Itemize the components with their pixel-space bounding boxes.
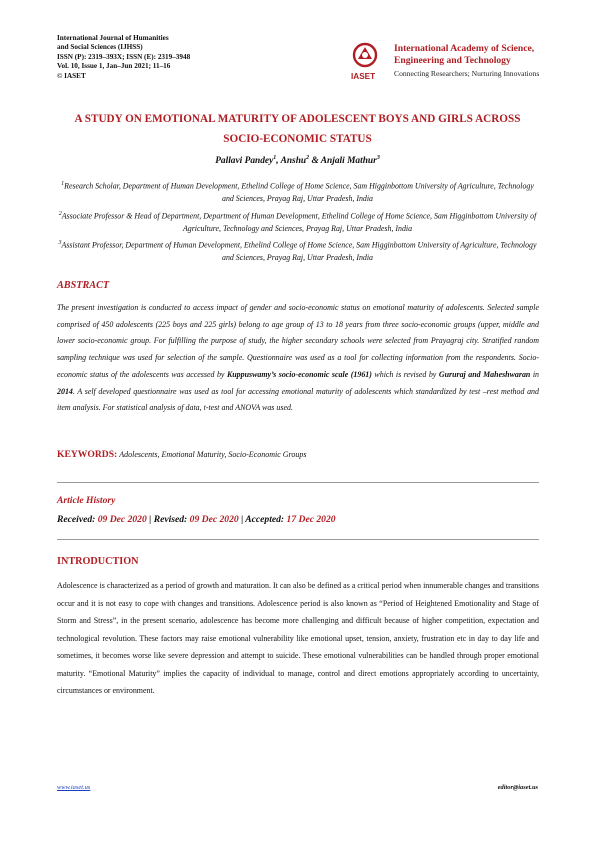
- journal-name-line1: International Journal of Humanities: [57, 34, 169, 42]
- abstract-text: . A self developed questionnaire was used as tool for accessing emotional maturity of adolescents which standardized by test –rest method and item analysis. For statistical analysis of data, t-test and ANOVA was used.: [57, 386, 539, 413]
- logo-wordmark: IASET: [351, 72, 376, 81]
- revised-label: | Revised:: [146, 514, 190, 525]
- divider: [57, 539, 539, 540]
- journal-info: [57, 34, 307, 81]
- abstract-heading: ABSTRACT: [57, 280, 110, 291]
- received-label: Received:: [57, 514, 98, 525]
- accepted-date: 17 Dec 2020: [286, 514, 336, 525]
- paper-title: [40, 109, 555, 149]
- abstract-revision-year: 2014: [57, 386, 73, 396]
- divider: [57, 482, 539, 483]
- abstract-text: The present investigation is conducted to access impact of gender and socio-economic status on emotional maturity of adolescents. Selected sample comprised of 450 adolescents (225 boys and 225 girls) belong to age group of 13 to 18 years from three socio-economic groups (upper, middle and lower socio-economic group. For fulfilling the purpose of study, the higher secondary schools were selected from Prayagraj city. Stratified random sampling technique was used for selection of the sample. Questionnaire was used as a tool for collecting information from the respondents. Socio-economic status of the adolescents was accessed by: [57, 303, 539, 379]
- abstract-body: [57, 300, 539, 417]
- affiliation-sup: 1: [61, 181, 65, 187]
- accepted-label: | Accepted:: [238, 514, 287, 525]
- footer-email: editor@iaset.us: [497, 784, 538, 791]
- affiliation: [55, 237, 540, 265]
- author-sup: 2: [306, 155, 310, 161]
- affiliation: [55, 208, 540, 236]
- received-date: 09 Dec 2020: [97, 514, 147, 525]
- abstract-text: in: [530, 369, 540, 379]
- journal-issn: ISSN (P): 2319–393X; ISSN (E): 2319–3948: [57, 52, 191, 61]
- author-name: Pallavi Pandey: [215, 156, 274, 167]
- author-separator: &: [309, 156, 321, 167]
- author-separator: ,: [276, 156, 281, 167]
- revised-date: 09 Dec 2020: [189, 514, 239, 525]
- paper-title-line2: SOCIO-ECONOMIC STATUS: [223, 133, 372, 145]
- journal-copyright: © IASET: [57, 71, 86, 80]
- publisher-name-line1: International Academy of Science,: [394, 43, 535, 54]
- journal-name-line2: and Social Sciences (IJHSS): [57, 43, 143, 52]
- publisher-logo: [350, 38, 560, 82]
- affiliation: [55, 178, 540, 206]
- author-list: [40, 155, 555, 166]
- abstract-scale-name: Kuppuswamy’s socio-economic scale (1961): [226, 369, 372, 379]
- abstract-revisers: Gururaj and Maheshwaran: [438, 369, 531, 379]
- iaset-logo-icon: [350, 38, 386, 82]
- introduction-body: Adolescence is characterized as a period of growth and maturation. It can also be defined as a critical period when innumerable changes and transitions occur and it is not easy to cope with changes and transitions. Adolescence period is also known as “Period of Heightened Emotionality and Stage of Storm and Stress”, in the present scenario, adolescence has become more challenging and difficult because of higher competition, expectation and technological revolution. These factors may raise emotional vulnerability like emotional upset, tension, anxiety, frustration etc in day to day life and sometimes, it becomes worse like severe depression and attempt to suicide. These emotional vulnerabilities can be handled through proper emotional maturity. “Emotional Maturity” implies the capacity of individual to manage, control and direct emotions appropriately according to uncertainty, circumstances or environment.: [57, 581, 539, 695]
- author-name: Anjali Mathur: [320, 156, 377, 167]
- author-name: Anshu: [280, 156, 307, 167]
- author-sup: 1: [273, 155, 277, 161]
- keywords-text: Adolescents, Emotional Maturity, Socio-Economic Groups: [119, 450, 307, 459]
- affiliation-text: Assistant Professor, Department of Human Development, Ethelind College of Home Science, Sam Higginbottom University of Agriculture, Technology and Sciences, Prayag Raj, Uttar Pradesh, India: [61, 240, 537, 263]
- journal-volume: Vol. 10, Issue 1, Jan–Jun 2021; 11–16: [57, 62, 171, 71]
- affiliation-text: Research Scholar, Department of Human Development, Ethelind College of Home Science, Sam Higginbottom University of Agriculture, Technology and Sciences, Prayag Raj, Uttar Pradesh, India: [64, 181, 534, 204]
- article-history-dates: [57, 514, 336, 525]
- introduction-heading: INTRODUCTION: [57, 556, 139, 567]
- footer-website-link[interactable]: www.iaset.us: [57, 784, 91, 791]
- publisher-tagline: Connecting Researchers; Nurturing Innovations: [394, 69, 540, 78]
- affiliation-text: Associate Professor & Head of Department, Department of Human Development, Ethelind College of Home Science, Sam Higginbottom University of Agriculture, Technology and Sciences, Prayag Raj, Uttar Pradesh, India: [61, 211, 537, 234]
- keywords-label: KEYWORDS:: [57, 449, 118, 460]
- paper-title-line1: A STUDY ON EMOTIONAL MATURITY OF ADOLESCENT BOYS AND GIRLS ACROSS: [74, 113, 521, 125]
- publisher-name-line2: Engineering and Technology: [394, 55, 511, 66]
- affiliation-sup: 2: [58, 211, 62, 217]
- keywords: [57, 449, 539, 460]
- article-history-heading: Article History: [57, 495, 116, 506]
- author-sup: 3: [376, 155, 380, 161]
- affiliation-sup: 3: [58, 240, 62, 246]
- abstract-text: which is revised by: [371, 369, 439, 379]
- publisher-text: [394, 43, 564, 79]
